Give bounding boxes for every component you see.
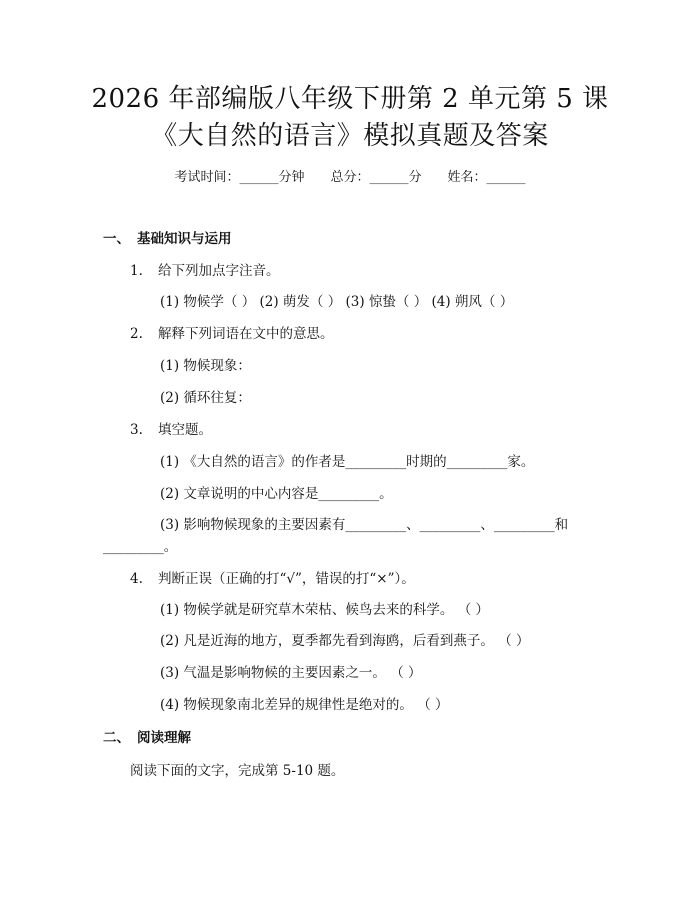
section-1-title: 基础知识与运用	[137, 231, 232, 247]
exam-time: 考试时间：______分钟	[174, 170, 305, 185]
exam-name: 姓名：______	[447, 170, 526, 185]
section-1-number: 一、	[103, 231, 130, 247]
section-2-title: 阅读理解	[137, 730, 191, 746]
question-3-item-3: (3) 影响物候现象的主要因素有_________、_________、_________和	[160, 517, 569, 533]
question-4-item-1: (1) 物候学就是研究草木荣枯、候鸟去来的科学。 （ ）	[160, 602, 489, 618]
question-1	[130, 262, 280, 280]
section-1-heading	[103, 230, 232, 248]
question-3-item-3-continued: _________。	[103, 539, 178, 555]
question-2	[130, 325, 334, 343]
question-3-item-2: (2) 文章说明的中心内容是_________。	[160, 486, 393, 502]
question-1-items: (1) 物候学（ ） (2) 萌发（ ） (3) 惊蛰（ ） (4) 朔风（ ）	[160, 294, 514, 310]
question-3-number: 3.	[130, 422, 143, 438]
question-4-item-3: (3) 气温是影响物候的主要因素之一。 （ ）	[160, 665, 422, 681]
question-3-item-1: (1) 《大自然的语言》的作者是_________时期的_________家。	[160, 454, 535, 470]
question-2-item-2: (2) 循环往复：	[160, 390, 251, 406]
question-4-item-4: (4) 物候现象南北差异的规律性是绝对的。 （ ）	[160, 697, 449, 713]
question-3	[130, 421, 212, 439]
question-2-number: 2.	[130, 326, 143, 342]
question-2-item-1: (1) 物候现象：	[160, 358, 251, 374]
question-4-text: 判断正误（正确的打“√”，错误的打“×”）。	[158, 571, 415, 587]
question-4-number: 4.	[130, 571, 143, 587]
reading-instruction: 阅读下面的文字，完成第 5-10 题。	[130, 763, 345, 779]
section-2-heading	[103, 729, 191, 747]
title-line-2: 《大自然的语言》模拟真题及答案	[151, 121, 549, 151]
exam-score: 总分：______分	[330, 170, 422, 185]
question-4-item-2: (2) 凡是近海的地方，夏季都先看到海鸥，后看到燕子。 （ ）	[160, 633, 530, 649]
question-4	[130, 570, 415, 588]
question-3-text: 填空题。	[158, 422, 212, 438]
exam-info	[0, 169, 700, 187]
section-2-number: 二、	[103, 730, 130, 746]
question-2-text: 解释下列词语在文中的意思。	[158, 326, 334, 342]
title-line-1: 2026 年部编版八年级下册第 2 单元第 5 课	[91, 84, 609, 114]
question-1-number: 1.	[130, 263, 143, 279]
question-1-text: 给下列加点字注音。	[158, 263, 280, 279]
